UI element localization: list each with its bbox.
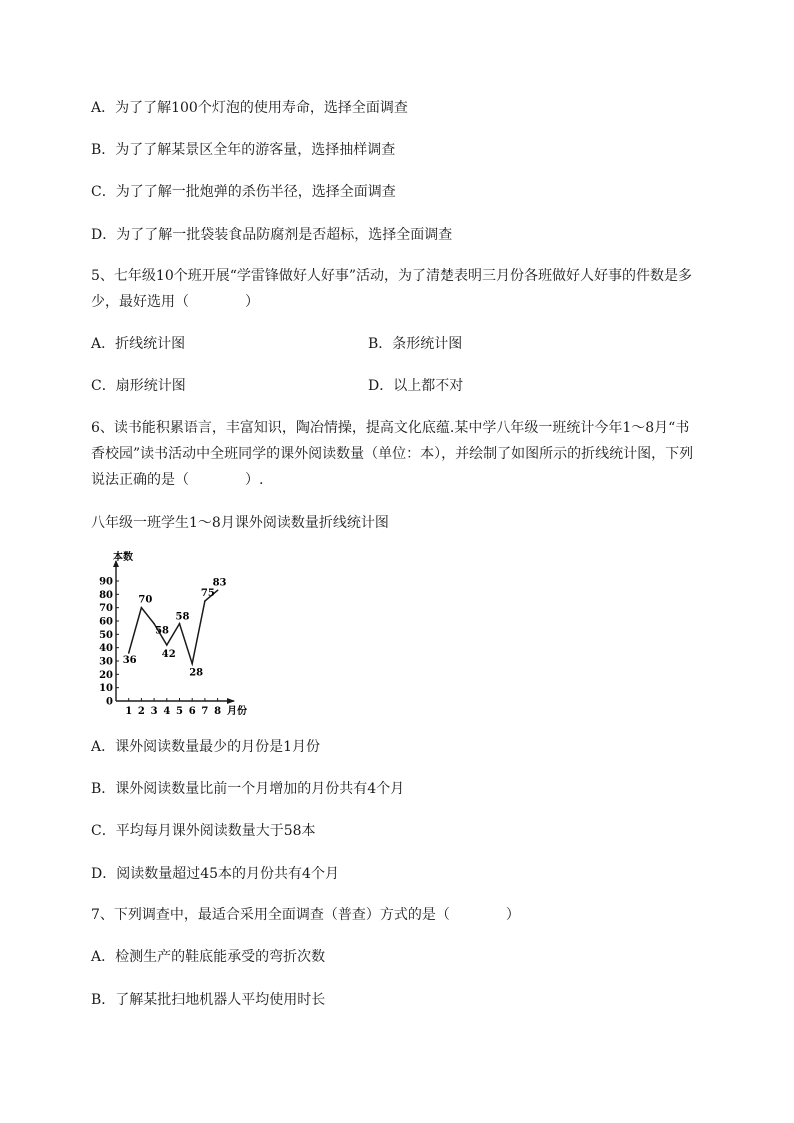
q5-stem-line1: 5、七年级10个班开展“学雷锋做好人好事”活动，为了清楚表明三月份各班做好人好事的件数是多 (91, 268, 693, 284)
reading-line-chart (96, 549, 266, 719)
y-tick-label: 20 (99, 669, 113, 681)
data-point (204, 600, 206, 602)
x-tick-label: 5 (176, 706, 183, 717)
data-point (179, 623, 181, 625)
q7-stem-text: 7、下列调查中，最适合采用全面调查（普查）方式的是（ (91, 907, 450, 923)
x-tick-label: 3 (150, 706, 158, 717)
q6-stem-line3 (91, 470, 263, 490)
q5-stem-text: 少，最好选用（ (91, 294, 189, 310)
y-tick-label: 0 (106, 696, 113, 708)
q6-option-b: B．课外阅读数量比前一个月增加的月份共有4个月 (91, 781, 405, 797)
x-axis-label: 月份 (227, 706, 247, 717)
y-tick-label: 80 (99, 589, 113, 601)
q5-option-d: D．以上都不对 (368, 378, 464, 394)
q5-option-a: A．折线统计图 (91, 336, 186, 352)
data-label: 58 (175, 611, 190, 623)
data-label: 75 (200, 588, 215, 599)
q5-stem-close: ） (245, 294, 259, 310)
data-label: 83 (212, 577, 227, 589)
q7-stem (91, 905, 520, 925)
q5-option-b: B．条形统计图 (368, 336, 463, 352)
q7-option-b: B．了解某批扫地机器人平均使用时长 (91, 992, 326, 1008)
x-tick-label: 8 (214, 706, 222, 717)
data-label: 28 (189, 667, 204, 679)
q7-option-a: A．检测生产的鞋底能承受的弯折次数 (91, 949, 326, 965)
q4-option-d: D．为了了解一批袋装食品防腐剂是否超标，选择全面调查 (91, 227, 453, 243)
q6-stem-close: ）. (245, 472, 264, 488)
data-label: 42 (161, 649, 176, 660)
y-tick-label: 50 (99, 629, 113, 641)
q6-stem-line2: 香校园”读书活动中全班同学的课外阅读数量（单位：本），并绘制了如图所示的折线统计图，下列 (91, 446, 694, 462)
x-tick-label: 6 (188, 706, 196, 717)
q5-option-c: C．扇形统计图 (91, 378, 186, 394)
q6-chart-caption: 八年级一班学生1～8月课外阅读数量折线统计图 (91, 515, 389, 531)
y-axis-label: 本数 (113, 552, 133, 563)
data-label: 36 (122, 655, 137, 666)
data-label: 58 (155, 625, 170, 637)
x-axis-arrow (227, 698, 235, 704)
q6-option-a: A．课外阅读数量最少的月份是1月份 (91, 739, 321, 755)
data-point (153, 623, 155, 625)
x-tick-label: 1 (125, 706, 133, 717)
q6-stem-line1: 6、读书能积累语言，丰富知识，陶冶情操，提高文化底蕴.某中学八年级一班统计今年1～8月“书 (91, 420, 690, 436)
x-tick-label: 2 (137, 706, 145, 717)
data-point (166, 644, 168, 646)
q6-option-c: C．平均每月课外阅读数量大于58本 (91, 823, 316, 839)
q6-option-d: D．阅读数量超过45本的月份共有4个月 (91, 866, 339, 882)
x-tick-label: 7 (201, 706, 209, 717)
y-tick-label: 10 (99, 683, 113, 695)
y-tick-label: 70 (99, 603, 113, 615)
q4-option-c: C．为了了解一批炮弹的杀伤半径，选择全面调查 (91, 184, 396, 200)
y-tick-label: 40 (99, 643, 113, 655)
data-point (128, 652, 130, 654)
q6-stem-text: 说法正确的是（ (91, 472, 189, 488)
data-point (141, 607, 143, 609)
y-tick-label: 60 (99, 616, 113, 628)
data-point (217, 590, 219, 592)
q5-stem-line2 (91, 292, 259, 312)
x-tick-label: 4 (163, 706, 171, 717)
y-tick-label: 30 (99, 656, 113, 668)
data-label: 70 (138, 594, 153, 606)
data-point (191, 663, 193, 665)
q7-stem-close: ） (505, 907, 520, 923)
y-tick-label: 90 (99, 576, 113, 588)
q4-option-b: B．为了了解某景区全年的游客量，选择抽样调查 (91, 142, 396, 158)
q4-option-a: A．为了了解100个灯泡的使用寿命，选择全面调查 (91, 100, 408, 116)
